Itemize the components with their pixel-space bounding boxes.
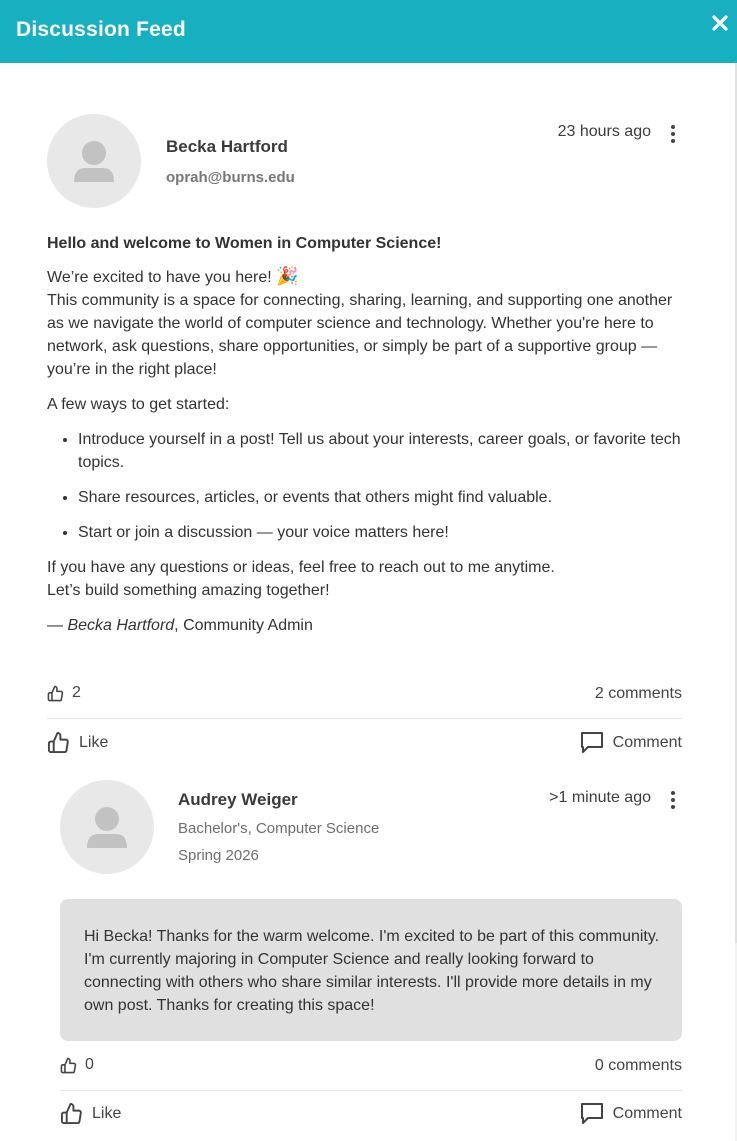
- post-timestamp: 23 hours ago: [557, 123, 651, 140]
- post-closing-line: Let’s build something amazing together!: [47, 582, 330, 599]
- post-bullet-item: • Share resources, articles, or events that others might find valuable.: [78, 486, 687, 509]
- comment-label: Comment: [612, 733, 682, 751]
- app-header: [0, 0, 737, 63]
- post-bullet-list: [47, 428, 687, 544]
- post-signature: [47, 614, 687, 637]
- party-popper-emoji: 🎉: [276, 266, 299, 286]
- thumbs-up-icon: [47, 731, 70, 754]
- post-heading: Hello and welcome to Women in Computer Science!: [47, 235, 442, 252]
- close-button[interactable]: [711, 14, 729, 32]
- reply-timestamp: >1 minute ago: [549, 789, 651, 806]
- avatar[interactable]: [60, 780, 154, 874]
- post-comment-button[interactable]: [580, 731, 682, 754]
- post-intro-line: We’re excited to have you here!: [47, 269, 272, 286]
- reply-comments-count[interactable]: 0 comments: [594, 1057, 682, 1074]
- thumbs-up-icon: [47, 685, 64, 702]
- thumbs-up-icon: [60, 1102, 83, 1125]
- more-vertical-icon: [668, 790, 678, 810]
- like-label: Like: [92, 1104, 122, 1122]
- reply-author-degree: Bachelor's, Computer Science: [178, 820, 380, 837]
- post-paragraph: This community is a space for connecting, sharing, learning, and supporting one another as we navigate the world of computer science and technology. Whether you're here to network, ask questions, share opportunities, or simply be part of a supportive group — you’re in the right place!: [47, 292, 673, 378]
- reply-text: Hi Becka! Thanks for the warm welcome. I'm excited to be part of this community. I'm currently majoring in Computer Science and really looking forward to connecting with others who share similar interests. I'll provide more details in my own post. Thanks for creating this space!: [84, 928, 660, 1014]
- avatar[interactable]: [47, 114, 141, 208]
- post-like-count: [47, 684, 81, 702]
- comment-icon: [580, 731, 604, 754]
- post-body: [47, 232, 687, 649]
- reply-like-count: [60, 1056, 94, 1074]
- user-placeholder-icon: [60, 780, 154, 874]
- divider: [60, 1090, 682, 1091]
- reply-bubble: [60, 899, 682, 1041]
- signature-role: , Community Admin: [174, 617, 313, 634]
- post-like-button[interactable]: [47, 731, 108, 754]
- reply-options-button[interactable]: [668, 790, 678, 810]
- like-count-value: 0: [85, 1056, 94, 1073]
- comment-icon: [580, 1102, 604, 1125]
- post-options-button[interactable]: [668, 124, 678, 144]
- post-author-name[interactable]: Becka Hartford: [166, 137, 288, 156]
- post-bullet-item: • Introduce yourself in a post! Tell us about your interests, career goals, or favorite tech topics.: [78, 428, 687, 474]
- signature-dash: —: [47, 617, 68, 634]
- like-label: Like: [79, 733, 109, 751]
- post-ways-heading: A few ways to get started:: [47, 396, 230, 413]
- post-intro: [47, 265, 687, 381]
- post-comments-count[interactable]: 2 comments: [594, 685, 682, 702]
- user-placeholder-icon: [47, 114, 141, 208]
- thumbs-up-icon: [60, 1057, 77, 1074]
- reply-author-name[interactable]: Audrey Weiger: [178, 790, 298, 809]
- post-author-email: oprah@burns.edu: [166, 169, 295, 186]
- like-count-value: 2: [72, 684, 81, 701]
- signature-name: Becka Hartford: [67, 617, 175, 634]
- reply-comment-button[interactable]: [580, 1102, 682, 1125]
- reply-author-term: Spring 2026: [178, 847, 259, 864]
- reply-like-button[interactable]: [60, 1102, 121, 1125]
- comment-label: Comment: [612, 1104, 682, 1122]
- post-closing-line: If you have any questions or ideas, feel free to reach out to me anytime.: [47, 559, 555, 576]
- post-bullet-item: • Start or join a discussion — your voice matters here!: [78, 521, 687, 544]
- page-title: Discussion Feed: [16, 18, 186, 41]
- more-vertical-icon: [668, 124, 678, 144]
- close-icon: [711, 14, 729, 32]
- post-closing: [47, 556, 687, 602]
- divider: [47, 718, 682, 719]
